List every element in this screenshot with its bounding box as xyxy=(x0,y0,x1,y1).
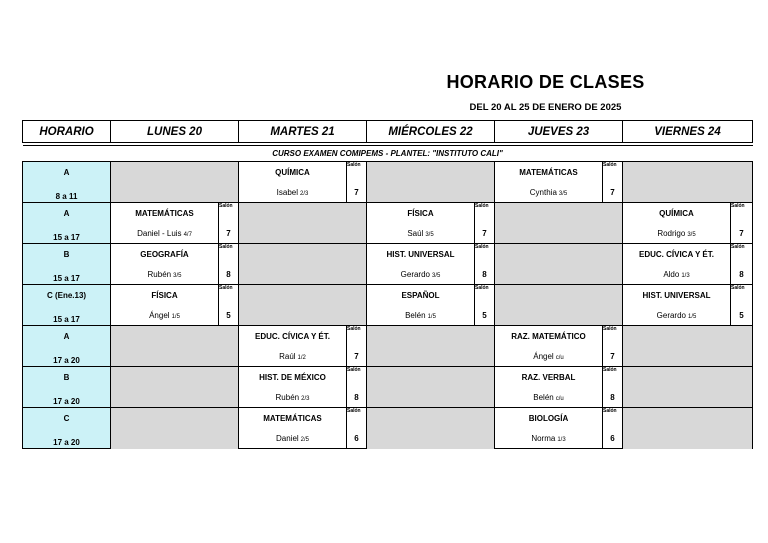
session-fraction: c/u xyxy=(555,354,564,361)
teacher-cell xyxy=(623,264,731,285)
empty-slot-viernes xyxy=(623,162,753,203)
session-fraction: 2/5 xyxy=(300,436,310,443)
empty-slot-viernes xyxy=(623,326,753,367)
session-fraction: 1/2 xyxy=(297,354,306,361)
group-time: 15 a 17 xyxy=(23,305,111,326)
salon-label: Salón xyxy=(603,408,623,429)
room-number: 7 xyxy=(603,182,623,203)
schedule-row-detail xyxy=(23,264,753,285)
group-time: 17 a 20 xyxy=(23,387,111,408)
empty-slot-viernes xyxy=(623,408,753,449)
teacher-cell xyxy=(239,428,347,449)
teacher-cell xyxy=(239,346,347,367)
session-fraction: 1/5 xyxy=(171,313,180,320)
teacher-cell xyxy=(111,264,219,285)
subject-name: QUÍMICA xyxy=(239,162,347,183)
empty-slot-miercoles xyxy=(367,162,495,203)
group-time: 15 a 17 xyxy=(23,264,111,285)
header-lunes: LUNES 20 xyxy=(111,121,239,143)
empty-slot-miercoles xyxy=(367,408,495,449)
schedule-row-detail xyxy=(23,305,753,326)
room-number: 8 xyxy=(347,387,367,408)
room-number: 8 xyxy=(731,264,753,285)
empty-slot-martes xyxy=(239,244,367,285)
room-number: 8 xyxy=(219,264,239,285)
subject-name: BIOLOGÍA xyxy=(495,408,603,429)
teacher-name: Cynthia xyxy=(529,187,557,197)
teacher-name: Daniel - Luis xyxy=(137,228,182,238)
teacher-cell xyxy=(111,223,219,244)
salon-label: Salón xyxy=(219,285,239,306)
teacher-name: Rodrigo xyxy=(657,228,686,238)
schedule-row-detail xyxy=(23,223,753,244)
subject-name: RAZ. MATEMÁTICO xyxy=(495,326,603,347)
room-number: 6 xyxy=(603,428,623,449)
subject-name: QUÍMICA xyxy=(623,203,731,224)
session-fraction: 1/5 xyxy=(427,313,436,320)
group-time: 8 a 11 xyxy=(23,182,111,203)
subject-name: RAZ. VERBAL xyxy=(495,367,603,388)
room-number: 5 xyxy=(731,305,753,326)
empty-slot-viernes xyxy=(623,367,753,408)
salon-label: Salón xyxy=(219,244,239,265)
session-fraction: 1/3 xyxy=(681,272,690,279)
schedule-table xyxy=(22,120,753,449)
group-code: A xyxy=(23,326,111,347)
schedule-row xyxy=(23,367,753,388)
empty-slot-lunes xyxy=(111,408,239,449)
salon-label: Salón xyxy=(347,408,367,429)
session-fraction: 3/5 xyxy=(558,190,568,197)
salon-label: Salón xyxy=(603,326,623,347)
group-code: C (Ene.13) xyxy=(23,285,111,306)
session-fraction: 4/7 xyxy=(183,231,192,238)
group-code: B xyxy=(23,244,111,265)
schedule-row xyxy=(23,408,753,429)
session-fraction: 3/5 xyxy=(432,272,441,279)
room-number: 7 xyxy=(347,182,367,203)
schedule-row xyxy=(23,326,753,347)
teacher-name: Rubén xyxy=(275,392,300,402)
subject-name: FÍSICA xyxy=(367,203,475,224)
salon-label: Salón xyxy=(219,203,239,224)
schedule-row xyxy=(23,203,753,224)
teacher-cell xyxy=(239,387,347,408)
room-number: 8 xyxy=(603,387,623,408)
page-subtitle: DEL 20 AL 25 DE ENERO DE 2025 xyxy=(469,102,622,113)
salon-label: Salón xyxy=(731,203,753,224)
salon-label: Salón xyxy=(475,285,495,306)
salon-label: Salón xyxy=(347,162,367,183)
session-fraction: c/u xyxy=(555,395,564,402)
header-miercoles: MIÉRCOLES 22 xyxy=(367,121,495,143)
session-fraction: 2/3 xyxy=(301,395,310,402)
subject-name: ESPAÑOL xyxy=(367,285,475,306)
empty-slot-martes xyxy=(239,285,367,326)
salon-label: Salón xyxy=(731,285,753,306)
teacher-cell xyxy=(111,305,219,326)
empty-slot-miercoles xyxy=(367,326,495,367)
session-fraction: 2/3 xyxy=(300,190,309,197)
subject-name: EDUC. CÍVICA Y ÉT. xyxy=(623,244,731,265)
group-time: 17 a 20 xyxy=(23,346,111,367)
session-fraction: 3/5 xyxy=(173,272,182,279)
teacher-name: Saúl xyxy=(407,228,424,238)
teacher-name: Gerardo xyxy=(656,310,686,320)
schedule-row xyxy=(23,162,753,183)
room-number: 7 xyxy=(603,346,623,367)
subject-name: GEOGRAFÍA xyxy=(111,244,219,265)
empty-slot-lunes xyxy=(111,326,239,367)
header-jueves: JUEVES 23 xyxy=(495,121,623,143)
empty-slot-jueves xyxy=(495,244,623,285)
empty-slot-lunes xyxy=(111,162,239,203)
session-fraction: 1/5 xyxy=(688,313,697,320)
teacher-cell xyxy=(495,387,603,408)
group-time: 17 a 20 xyxy=(23,428,111,449)
course-row xyxy=(23,146,753,162)
teacher-name: Rubén xyxy=(147,269,172,279)
teacher-name: Daniel xyxy=(275,433,299,443)
teacher-cell xyxy=(239,182,347,203)
salon-label: Salón xyxy=(475,244,495,265)
teacher-name: Ángel xyxy=(149,310,170,320)
teacher-cell xyxy=(495,182,603,203)
subject-name: MATEMÁTICAS xyxy=(239,408,347,429)
teacher-cell xyxy=(367,305,475,326)
room-number: 7 xyxy=(219,223,239,244)
salon-label: Salón xyxy=(731,244,753,265)
teacher-name: Aldo xyxy=(663,269,680,279)
empty-slot-martes xyxy=(239,203,367,244)
teacher-name: Gerardo xyxy=(400,269,430,279)
group-code: A xyxy=(23,162,111,183)
teacher-cell xyxy=(623,223,731,244)
header-horario: HORARIO xyxy=(23,121,111,143)
teacher-name: Isabel xyxy=(276,187,298,197)
teacher-name: Ángel xyxy=(533,351,554,361)
session-fraction: 1/3 xyxy=(557,436,566,443)
subject-name: FÍSICA xyxy=(111,285,219,306)
subject-name: HIST. DE MÉXICO xyxy=(239,367,347,388)
subject-name: MATEMÁTICAS xyxy=(495,162,603,183)
teacher-name: Belén xyxy=(405,310,426,320)
schedule-row xyxy=(23,285,753,306)
salon-label: Salón xyxy=(475,203,495,224)
course-title: CURSO EXAMEN COMIPEMS - PLANTEL: "INSTITUTO CALI" xyxy=(23,146,753,162)
room-number: 6 xyxy=(347,428,367,449)
empty-slot-lunes xyxy=(111,367,239,408)
salon-label: Salón xyxy=(603,367,623,388)
room-number: 7 xyxy=(731,223,753,244)
empty-slot-miercoles xyxy=(367,367,495,408)
group-code: C xyxy=(23,408,111,429)
room-number: 7 xyxy=(347,346,367,367)
teacher-cell xyxy=(495,346,603,367)
page-title: HORARIO DE CLASES xyxy=(446,72,645,92)
room-number: 7 xyxy=(475,223,495,244)
empty-slot-jueves xyxy=(495,203,623,244)
schedule-row xyxy=(23,244,753,265)
room-number: 5 xyxy=(219,305,239,326)
room-number: 5 xyxy=(475,305,495,326)
session-fraction: 3/5 xyxy=(425,231,434,238)
group-time: 15 a 17 xyxy=(23,223,111,244)
teacher-name: Belén xyxy=(533,392,554,402)
salon-label: Salón xyxy=(347,326,367,347)
header-row xyxy=(23,121,753,143)
subject-name: EDUC. CÍVICA Y ÉT. xyxy=(239,326,347,347)
teacher-name: Raúl xyxy=(279,351,296,361)
header-martes: MARTES 21 xyxy=(239,121,367,143)
teacher-cell xyxy=(367,223,475,244)
room-number: 8 xyxy=(475,264,495,285)
group-code: B xyxy=(23,367,111,388)
teacher-name: Norma xyxy=(531,433,556,443)
subject-name: HIST. UNIVERSAL xyxy=(367,244,475,265)
teacher-cell xyxy=(367,264,475,285)
teacher-cell xyxy=(495,428,603,449)
subject-name: MATEMÁTICAS xyxy=(111,203,219,224)
teacher-cell xyxy=(623,305,731,326)
salon-label: Salón xyxy=(347,367,367,388)
empty-slot-jueves xyxy=(495,285,623,326)
salon-label: Salón xyxy=(603,162,623,183)
session-fraction: 3/5 xyxy=(687,231,696,238)
subject-name: HIST. UNIVERSAL xyxy=(623,285,731,306)
group-code: A xyxy=(23,203,111,224)
header-viernes: VIERNES 24 xyxy=(623,121,753,143)
